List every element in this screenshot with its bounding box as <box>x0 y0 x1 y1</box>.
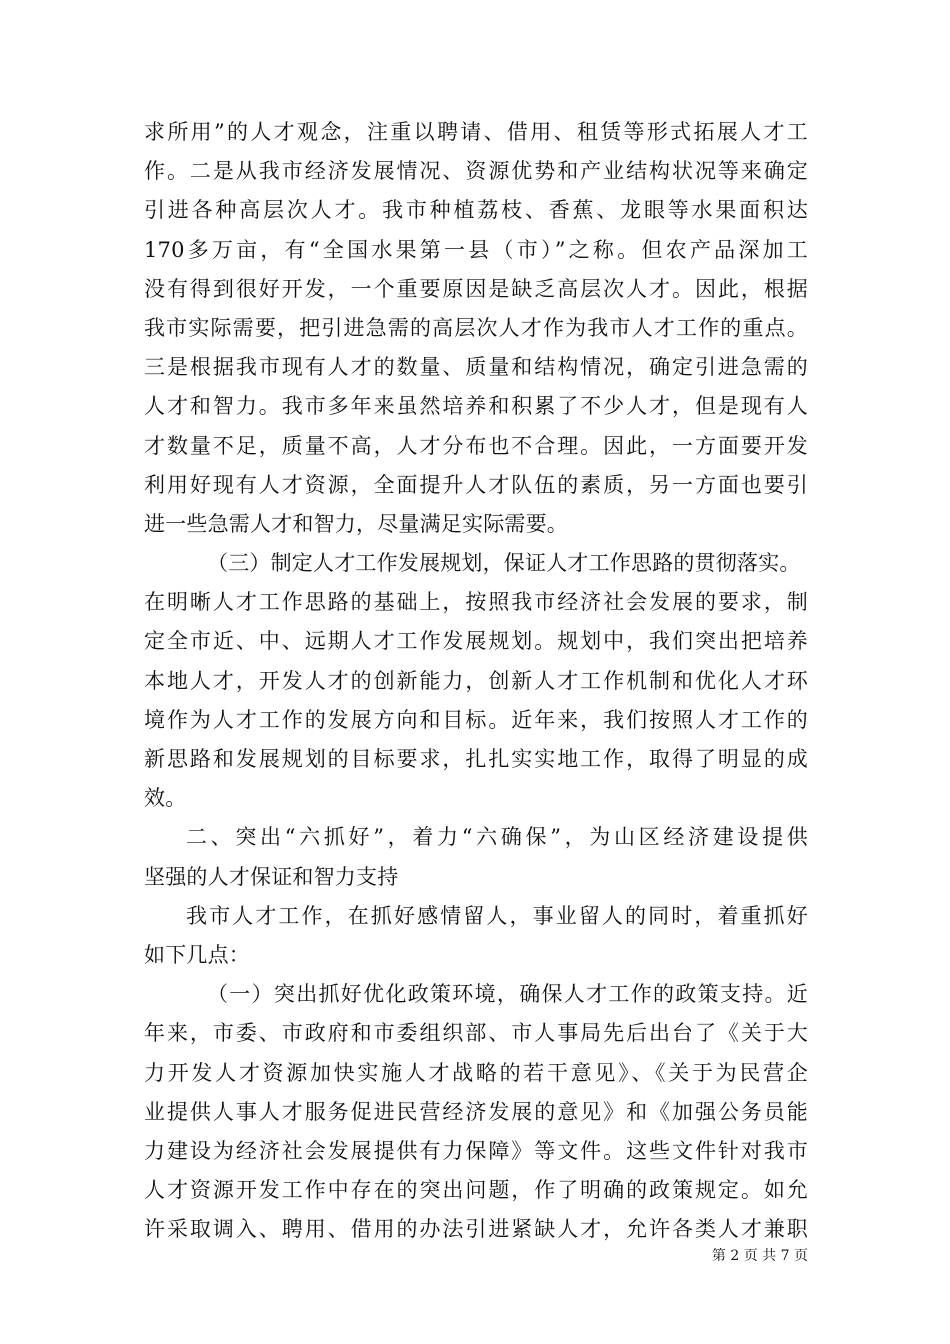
text-line: 作。二是从我市经济发展情况、资源优势和产业结构状况等来确定 <box>144 159 808 184</box>
text-line: 效。 <box>144 786 187 811</box>
text-line: 进一些急需人才和智力，尽量满足实际需要。 <box>144 511 568 536</box>
text-line: 在明晰人才工作思路的基础上，按照我市经济社会发展的要求，制 <box>144 590 808 615</box>
text-line: 170多万亩，有“全国水果第一县（市）”之称。但农产品深加工 <box>144 237 808 262</box>
text-line: 年来，市委、市政府和市委组织部、市人事局先后出台了《关于大 <box>144 1021 808 1046</box>
text-line: 利用好现有人才资源，全面提升人才队伍的素质，另一方面也要引 <box>144 472 808 497</box>
text-line: 我市人才工作，在抓好感情留人，事业留人的同时，着重抓好 <box>186 903 808 928</box>
text-line: 业提供人事人才服务促进民营经济发展的意见》和《加强公务员能 <box>144 1099 808 1124</box>
text-line: 定全市近、中、远期人才工作发展规划。规划中，我们突出把培养 <box>144 629 808 654</box>
text-line: 没有得到很好开发，一个重要原因是缺乏高层次人才。因此，根据 <box>144 276 808 301</box>
section-heading-two-cont: 坚强的人才保证和智力支持 <box>144 864 399 889</box>
text-line: 引进各种高层次人才。我市种植荔枝、香蕉、龙眼等水果面积达 <box>144 198 808 223</box>
page-number: 第 2 页 共 7 页 <box>711 1248 808 1264</box>
text-line: 人才和智力。我市多年来虽然培养和积累了不少人才，但是现有人 <box>144 394 808 419</box>
text-line: 人才资源开发工作中存在的突出问题，作了明确的政策规定。如允 <box>144 1178 808 1203</box>
text-line: 力建设为经济社会发展提供有力保障》等文件。这些文件针对我市 <box>144 1138 808 1163</box>
text-line: 本地人才，开发人才的创新能力，创新人才工作机制和优化人才环 <box>144 668 808 693</box>
text-line: 才数量不足，质量不高，人才分布也不合理。因此，一方面要开发 <box>144 433 808 458</box>
text-line: 许采取调入、聘用、借用的办法引进紧缺人才，允许各类人才兼职 <box>144 1217 808 1242</box>
document-body <box>144 113 808 1249</box>
section-heading-two: 二、突出“六抓好”，着力“六确保”，为山区经济建设提供 <box>186 825 808 850</box>
section-heading-three: （三）制定人才工作发展规划，保证人才工作思路的贯彻落实。 <box>207 551 801 576</box>
text-line: 力开发人才资源加快实施人才战略的若干意见》、《关于为民营企 <box>144 1060 808 1085</box>
text-line: 求所用”的人才观念，注重以聘请、借用、租赁等形式拓展人才工 <box>144 120 808 144</box>
text-line: 三是根据我市现有人才的数量、质量和结构情况，确定引进急需的 <box>144 355 808 380</box>
text-line: 我市实际需要，把引进急需的高层次人才作为我市人才工作的重点。 <box>144 315 808 340</box>
text-line: 境作为人才工作的发展方向和目标。近年来，我们按照人才工作的 <box>144 707 808 732</box>
text-line: 新思路和发展规划的目标要求，扎扎实实地工作，取得了明显的成 <box>144 747 808 771</box>
subsection-heading-one: （一）突出抓好优化政策环境，确保人才工作的政策支持。近 <box>207 982 808 1007</box>
text-line: 如下几点： <box>144 942 250 967</box>
